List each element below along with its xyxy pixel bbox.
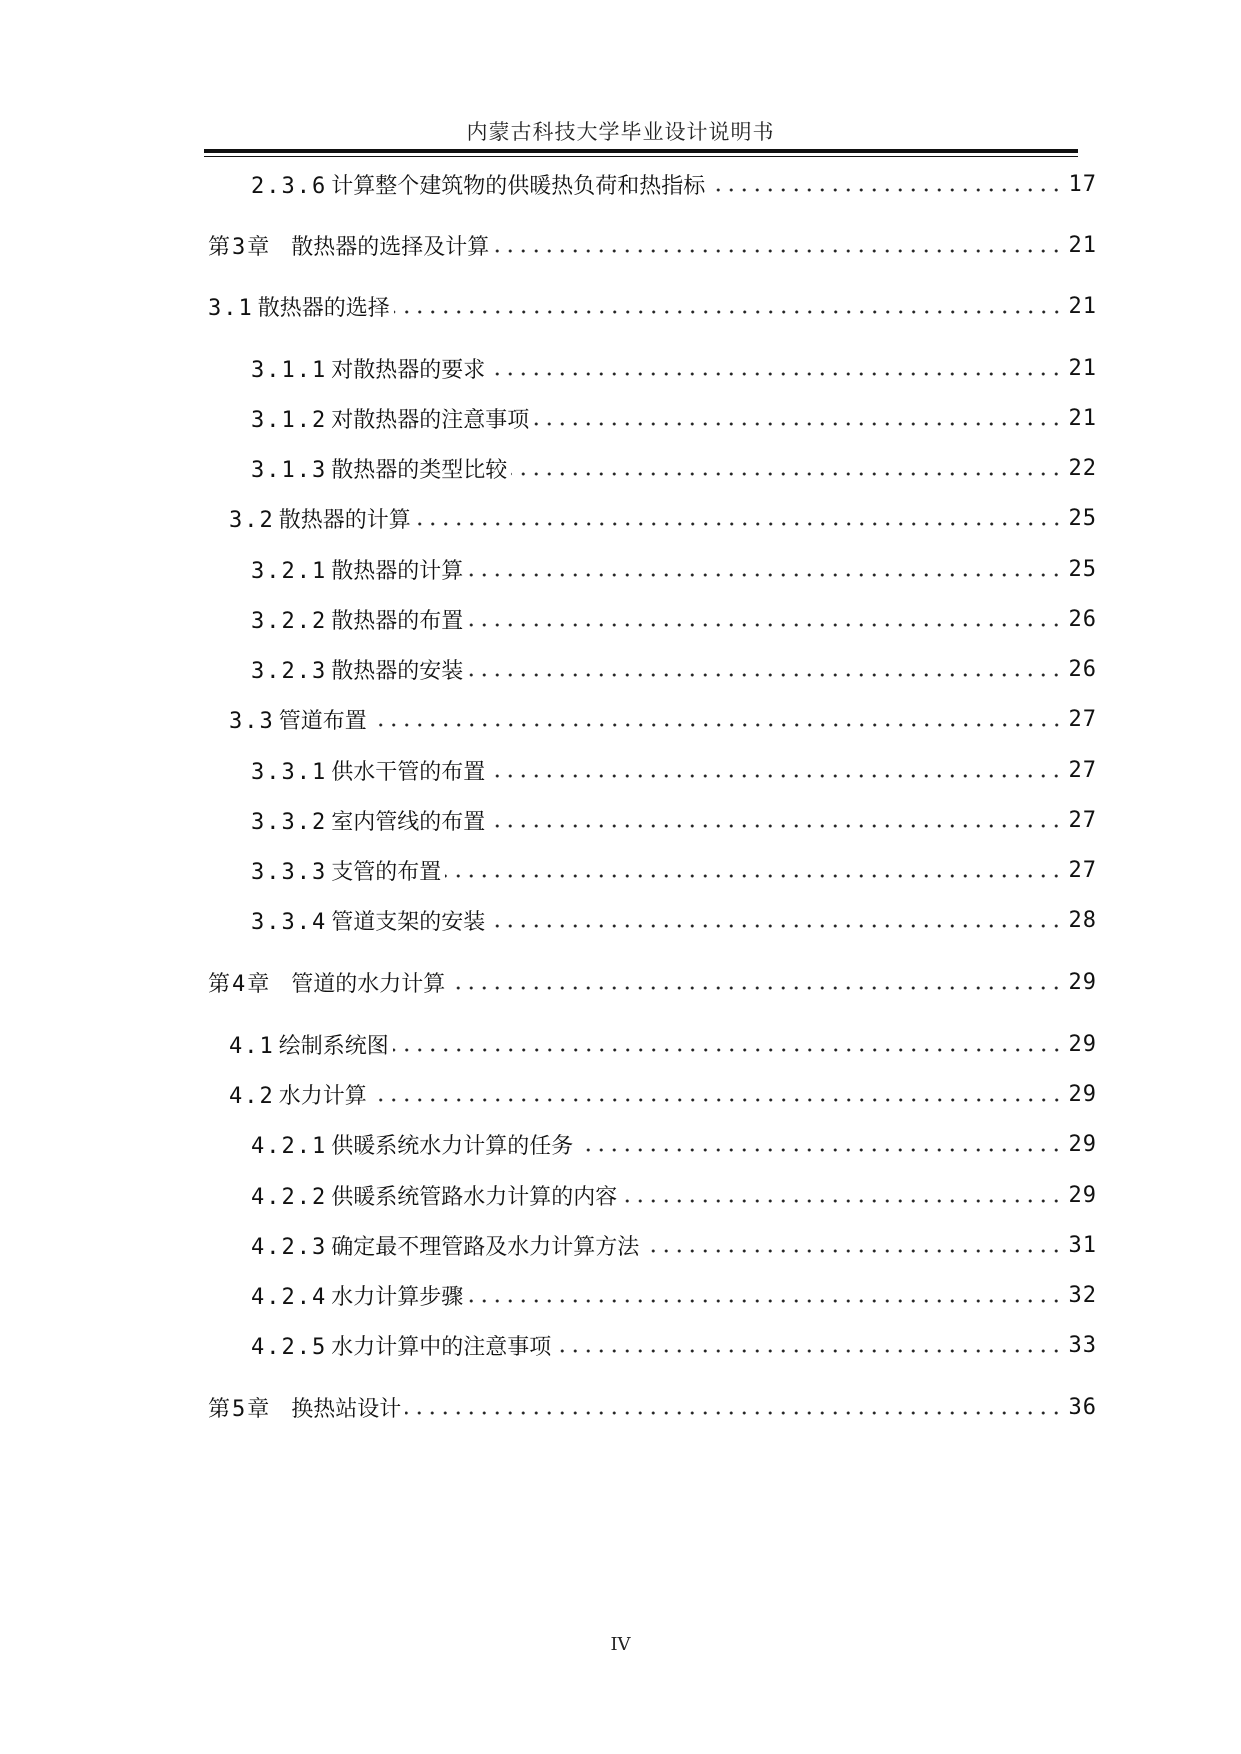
toc-entry[interactable] <box>229 703 1097 735</box>
toc-entry[interactable] <box>229 502 1097 534</box>
toc-entry-number: 4.1 <box>229 1033 275 1059</box>
toc-dot-leader <box>371 1096 1063 1104</box>
toc-entry-title: 供暖系统水力计算的任务 <box>331 1133 574 1159</box>
toc-entry-title: 室内管线的布置 <box>331 809 486 835</box>
toc-dot-leader <box>449 984 1063 992</box>
toc-entry-title: 管道的水力计算 <box>291 971 446 997</box>
toc-dot-leader <box>394 308 1063 316</box>
toc-entry[interactable] <box>208 229 1097 261</box>
toc-entry-label <box>251 905 489 936</box>
toc-entry[interactable] <box>251 168 1097 200</box>
toc-entry-title: 供水干管的布置 <box>331 759 486 785</box>
toc-entry-label <box>229 704 371 735</box>
toc-entry-label <box>229 503 415 534</box>
toc-entry-page: 29 <box>1068 1031 1097 1057</box>
toc-entry-label <box>251 1129 577 1160</box>
toc-entry-page: 27 <box>1068 807 1097 833</box>
toc-entry-number: 3.1.2 <box>251 407 328 433</box>
toc-entry-page: 27 <box>1068 706 1097 732</box>
page-number: IV <box>610 1634 631 1655</box>
toc-dot-leader <box>371 721 1063 729</box>
toc-entry[interactable] <box>251 754 1097 786</box>
toc-entry-title: 散热器的计算 <box>331 558 464 584</box>
toc-entry-title: 确定最不理管路及水力计算方法 <box>331 1234 640 1260</box>
toc-entry-number: 3.3.3 <box>251 859 328 885</box>
toc-entry-number: 3.2.1 <box>251 558 328 584</box>
toc-entry-title: 支管的布置 <box>331 859 442 885</box>
toc-entry-label <box>251 604 467 635</box>
toc-entry-number: 4.2.1 <box>251 1133 328 1159</box>
toc-entry-label <box>251 805 489 836</box>
toc-entry-number: 4.2 <box>229 1083 275 1109</box>
toc-entry-title: 水力计算 <box>278 1083 367 1109</box>
toc-entry-label <box>251 403 533 434</box>
toc-entry-page: 29 <box>1068 969 1097 995</box>
toc-entry-title: 对散热器的要求 <box>331 357 486 383</box>
toc-entry-title: 换热站设计 <box>291 1396 402 1422</box>
document-header-title: 内蒙古科技大学毕业设计说明书 <box>466 120 775 144</box>
toc-entry-title: 水力计算中的注意事项 <box>331 1334 552 1360</box>
toc-entry-number: 4.2.3 <box>251 1234 328 1260</box>
toc-entry[interactable] <box>251 854 1097 886</box>
toc-dot-leader <box>467 621 1063 629</box>
toc-entry-page: 29 <box>1068 1131 1097 1157</box>
toc-dot-leader <box>493 247 1063 255</box>
toc-entry-title: 管道布置 <box>278 708 367 734</box>
toc-entry-label <box>229 1079 371 1110</box>
toc-entry[interactable] <box>251 603 1097 635</box>
toc-entry-title: 散热器的选择及计算 <box>291 234 490 260</box>
toc-entry-label <box>208 230 493 261</box>
toc-dot-leader <box>577 1146 1063 1154</box>
toc-entry-number: 3.2 <box>229 507 275 533</box>
toc-entry[interactable] <box>229 1078 1097 1110</box>
toc-entry-title: 对散热器的注意事项 <box>331 407 530 433</box>
toc-entry-number: 4.2.2 <box>251 1184 328 1210</box>
toc-entry-page: 31 <box>1068 1232 1097 1258</box>
toc-dot-leader <box>533 420 1063 428</box>
toc-entry-page: 29 <box>1068 1081 1097 1107</box>
toc-dot-leader <box>489 772 1063 780</box>
toc-entry-label <box>251 554 467 585</box>
toc-entry-title: 散热器的类型比较 <box>331 457 508 483</box>
toc-entry-label <box>251 1230 643 1261</box>
toc-entry-page: 32 <box>1068 1282 1097 1308</box>
toc-entry-label <box>251 1280 467 1311</box>
toc-entry-number: 第5章 <box>208 1396 272 1422</box>
toc-entry[interactable] <box>251 804 1097 836</box>
toc-entry[interactable] <box>251 1279 1097 1311</box>
toc-entry-number: 3.3.1 <box>251 759 328 785</box>
toc-entry-page: 25 <box>1068 505 1097 531</box>
toc-entry[interactable] <box>251 1128 1097 1160</box>
toc-entry-title: 散热器的选择 <box>257 295 390 321</box>
toc-entry-label <box>251 169 709 200</box>
toc-dot-leader <box>467 671 1063 679</box>
toc-entry[interactable] <box>251 352 1097 384</box>
toc-entry-number: 2.3.6 <box>251 173 328 199</box>
toc-entry-page: 26 <box>1068 606 1097 632</box>
toc-entry-page: 28 <box>1068 907 1097 933</box>
toc-entry-title: 绘制系统图 <box>278 1033 389 1059</box>
toc-entry[interactable] <box>251 452 1097 484</box>
toc-entry-label <box>208 967 449 998</box>
toc-dot-leader <box>621 1197 1063 1205</box>
toc-dot-leader <box>643 1247 1063 1255</box>
toc-entry-title: 供暖系统管路水力计算的内容 <box>331 1184 618 1210</box>
toc-entry-number: 3.3 <box>229 708 275 734</box>
toc-entry-number: 3.1.1 <box>251 357 328 383</box>
toc-entry-title: 散热器的安装 <box>331 658 464 684</box>
toc-entry-page: 17 <box>1068 171 1097 197</box>
toc-entry-number: 3.3.2 <box>251 809 328 835</box>
toc-dot-leader <box>555 1347 1063 1355</box>
toc-entry-label <box>229 1029 393 1060</box>
toc-entry-label <box>208 1392 405 1423</box>
toc-entry-number: 3.1.3 <box>251 457 328 483</box>
toc-entry[interactable] <box>208 290 1097 322</box>
toc-entry-page: 26 <box>1068 656 1097 682</box>
toc-dot-leader <box>405 1409 1063 1417</box>
toc-entry-title: 散热器的计算 <box>278 507 411 533</box>
toc-entry[interactable] <box>251 402 1097 434</box>
toc-dot-leader <box>467 571 1063 579</box>
toc-dot-leader <box>415 520 1063 528</box>
toc-entry-page: 21 <box>1068 232 1097 258</box>
toc-entry-number: 3.2.2 <box>251 608 328 634</box>
toc-entry[interactable] <box>251 1229 1097 1261</box>
toc-entry-page: 27 <box>1068 757 1097 783</box>
toc-entry-label <box>251 1330 555 1361</box>
toc-entry-number: 4.2.4 <box>251 1284 328 1310</box>
toc-entry[interactable] <box>251 1179 1097 1211</box>
toc-entry-title: 散热器的布置 <box>331 608 464 634</box>
toc-entry-number: 第3章 <box>208 234 272 260</box>
toc-entry-page: 22 <box>1068 455 1097 481</box>
toc-entry-number: 3.2.3 <box>251 658 328 684</box>
toc-dot-leader <box>489 822 1063 830</box>
toc-entry-number: 3.1 <box>208 295 254 321</box>
toc-dot-leader <box>709 186 1063 194</box>
toc-entry-title: 管道支架的安装 <box>331 909 486 935</box>
toc-entry-label <box>208 291 394 322</box>
toc-entry-title: 水力计算步骤 <box>331 1284 464 1310</box>
toc-entry-label <box>251 1180 621 1211</box>
toc-entry-page: 21 <box>1068 405 1097 431</box>
toc-dot-leader <box>489 922 1063 930</box>
toc-entry-page: 21 <box>1068 355 1097 381</box>
toc-entry[interactable] <box>251 653 1097 685</box>
toc-entry-page: 29 <box>1068 1182 1097 1208</box>
toc-entry-label <box>251 654 467 685</box>
toc-entry-title: 计算整个建筑物的供暖热负荷和热指标 <box>331 173 706 199</box>
toc-entry[interactable] <box>229 1028 1097 1060</box>
toc-entry-number: 4.2.5 <box>251 1334 328 1360</box>
toc-dot-leader <box>489 370 1063 378</box>
toc-entry-page: 33 <box>1068 1332 1097 1358</box>
toc-entry-label <box>251 353 489 384</box>
toc-entry-page: 21 <box>1068 293 1097 319</box>
toc-entry-number: 第4章 <box>208 971 272 997</box>
toc-entry-label <box>251 855 445 886</box>
toc-dot-leader <box>445 872 1063 880</box>
toc-entry[interactable] <box>251 904 1097 936</box>
toc-entry[interactable] <box>251 553 1097 585</box>
toc-entry-number: 3.3.4 <box>251 909 328 935</box>
toc-entry-label <box>251 755 489 786</box>
toc-entry-page: 36 <box>1068 1394 1097 1420</box>
toc-dot-leader <box>467 1297 1063 1305</box>
toc-dot-leader <box>393 1046 1063 1054</box>
toc-entry[interactable] <box>208 966 1097 998</box>
toc-dot-leader <box>511 470 1063 478</box>
toc-entry[interactable] <box>208 1391 1097 1423</box>
toc-entry-label <box>251 453 511 484</box>
toc-entry-page: 27 <box>1068 857 1097 883</box>
toc-entry-page: 25 <box>1068 556 1097 582</box>
toc-entry[interactable] <box>251 1329 1097 1361</box>
